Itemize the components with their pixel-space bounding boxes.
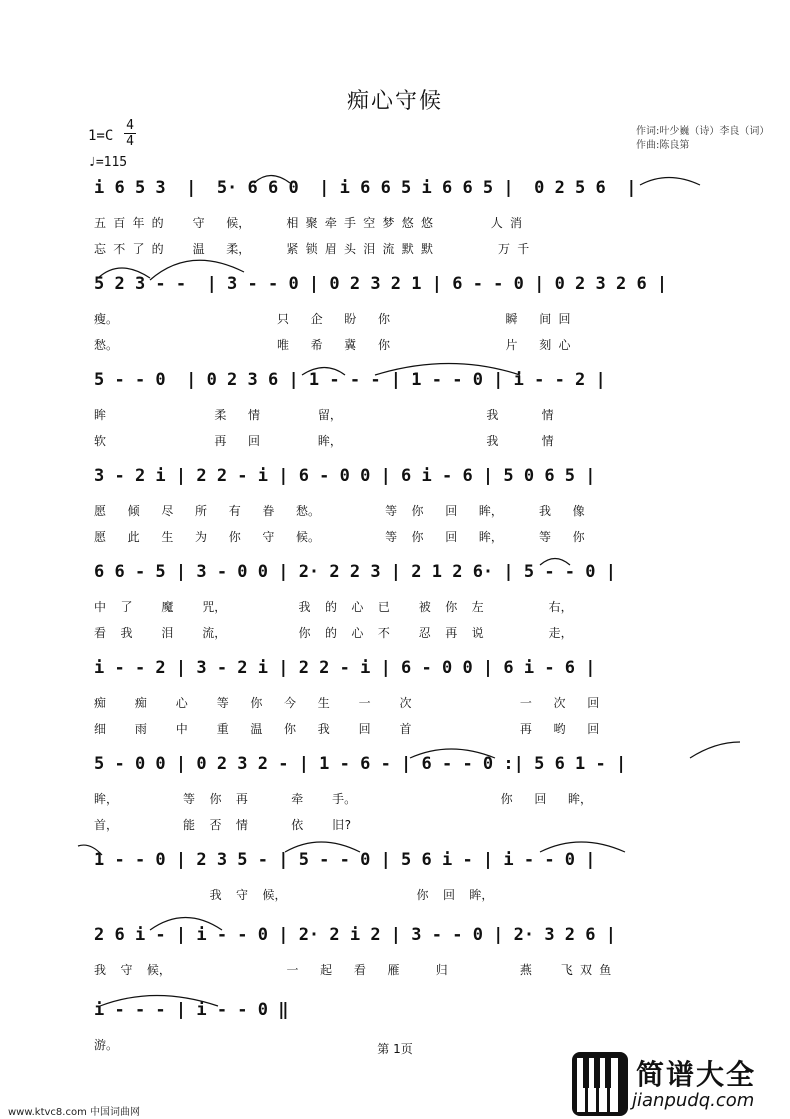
slur	[540, 842, 625, 852]
slur	[302, 368, 345, 376]
slur	[98, 268, 150, 278]
notation-line: 1 - - 0 | 2 3 5 - | 5 - - 0 | 5 6 i - | i - - 0 |	[94, 850, 596, 870]
lyric-line-verse-1: 中 了 魔 咒， 我 的 心 已 被 你 左 右，	[94, 600, 573, 614]
lyric-line-verse-2: 软 再 回 眸， 我 情	[94, 434, 554, 448]
notation-line: 6 6 - 5 | 3 - 0 0 | 2· 2 2 3 | 2 1 2 6· | 5 - - 0 |	[94, 562, 616, 582]
time-top: 4	[126, 118, 134, 133]
lyric-line-verse-2: 首， 能 否 情 依 旧?	[94, 818, 352, 832]
lyric-line-verse-1: 瘦。 只 企 盼 你 瞬 间 回	[94, 312, 571, 326]
lyric-line-verse-1: 游。	[94, 1038, 119, 1052]
tempo-marking: ♩=115	[88, 155, 128, 170]
lyric-line-verse-2: 忘 不 了 的 温 柔， 紧 锁 眉 头 泪 流 默 默 万 千	[94, 242, 530, 256]
logo-title: 简谱大全	[636, 1058, 757, 1091]
slur	[410, 749, 495, 758]
slur	[285, 842, 360, 852]
lyric-line-verse-1: 眸 柔 情 留， 我 情	[94, 408, 554, 422]
slur	[690, 742, 740, 758]
logo-url: jianpudq.com	[632, 1090, 755, 1111]
lyric-line-verse-1: 痴 痴 心 等 你 今 生 一 次 一 次 回	[94, 696, 600, 710]
slur	[100, 996, 218, 1007]
lyric-line-verse-1: 我 守 候， 你 回 眸，	[94, 888, 494, 902]
slur	[78, 845, 102, 855]
notation-line: i - - 2 | 3 - 2 i | 2 2 - i | 6 - 0 0 | 6 i - 6 |	[94, 658, 596, 678]
slur	[254, 176, 290, 184]
lyric-line-verse-1: 愿 倾 尽 所 有 眷 愁。 等 你 回 眸， 我 像	[94, 504, 585, 518]
site-watermark: www.ktvc8.com 中国词曲网	[8, 1107, 141, 1118]
slur	[150, 260, 244, 280]
notation-line: 5 - 0 0 | 0 2 3 2 - | 1 - 6 - | 6 - - 0 :| 5 6 1 - |	[94, 754, 627, 774]
notation-line: i 6 5 3 | 5· 6 6 0 | i 6 6 5 i 6 6 5 | 0 2 5 6 |	[94, 178, 637, 198]
time-bottom: 4	[126, 134, 134, 149]
lyric-line-verse-1: 眸， 等 你 再 牵 手。 你 回 眸，	[94, 792, 593, 806]
lyric-line-verse-2: 愿 此 生 为 你 守 候。 等 你 回 眸， 等 你	[94, 530, 585, 544]
lyric-line-verse-2: 看 我 泪 流， 你 的 心 不 忍 再 说 走，	[94, 626, 573, 640]
page-title: 痴心守候	[346, 89, 443, 114]
lyric-line-verse-2: 细 雨 中 重 温 你 我 回 首 再 哟 回	[94, 722, 600, 736]
slur	[375, 364, 520, 376]
notation-line: 5 2 3 - - | 3 - - 0 | 0 2 3 2 1 | 6 - - 0 | 0 2 3 2 6 |	[94, 274, 668, 294]
lyric-line-verse-2: 愁。 唯 希 冀 你 片 刻 心	[94, 338, 571, 352]
slur	[150, 918, 222, 931]
lyricist-credit: 作词:叶少巍（诗）李良（词）	[636, 126, 770, 137]
slur	[640, 178, 700, 186]
key-signature: 1=C	[88, 128, 114, 144]
notation-line: i - - - | i - - 0 ‖	[94, 1000, 289, 1020]
page-number: 第 1页	[377, 1042, 413, 1056]
notation-line: 5 - - 0 | 0 2 3 6 | 1 - - - | 1 - - 0 | i - - 2 |	[94, 370, 606, 390]
lyric-line-verse-1: 五 百 年 的 守 候， 相 聚 牵 手 空 梦 悠 悠 人 消	[94, 216, 522, 230]
notation-line: 3 - 2 i | 2 2 - i | 6 - 0 0 | 6 i - 6 | 5 0 6 5 |	[94, 466, 596, 486]
slur	[540, 559, 570, 566]
lyric-line-verse-1: 我 守 候， 一 起 看 雁 归 燕 飞 双 鱼	[94, 963, 612, 977]
notation-line: 2 6 i - | i - - 0 | 2· 2 i 2 | 3 - - 0 | 2· 3 2 6 |	[94, 925, 616, 945]
composer-credit: 作曲:陈良第	[636, 140, 690, 151]
